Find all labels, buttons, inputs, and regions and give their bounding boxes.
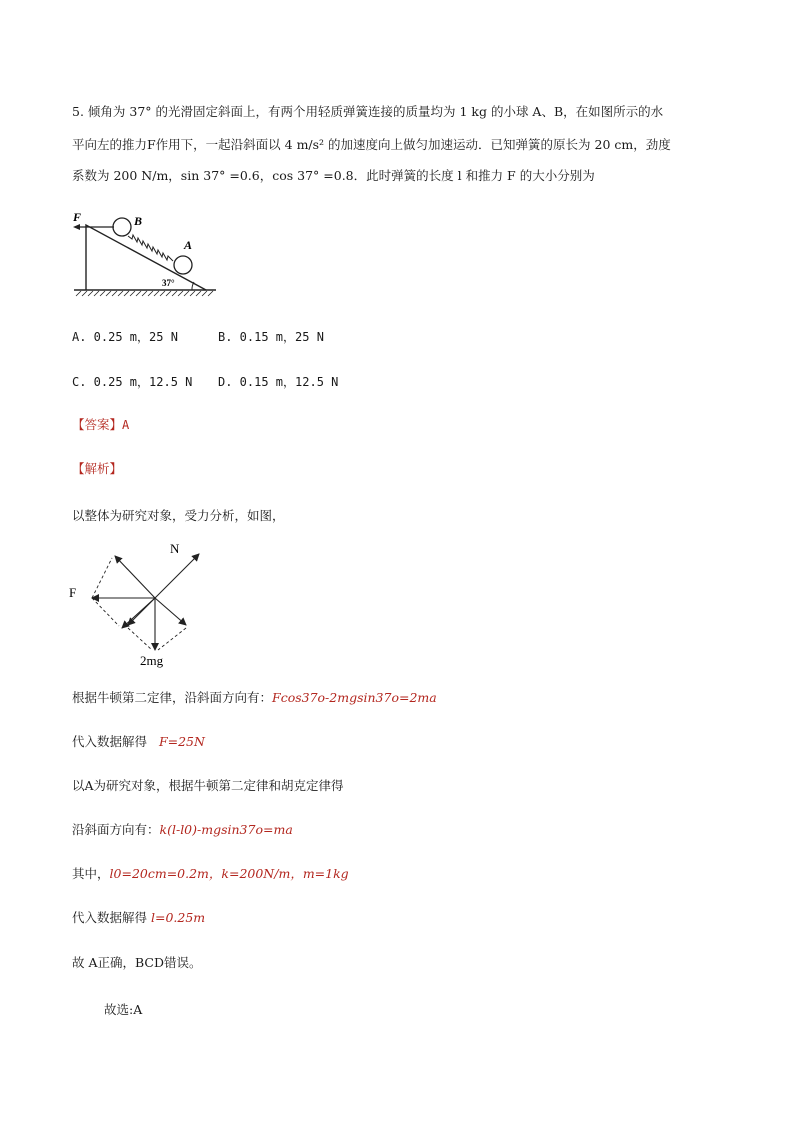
incline-figure	[70, 205, 220, 300]
question-line-2: 平向左的推力F作用下，一起沿斜面以 4 m/s² 的加速度向上做匀加速运动．已知弹簧的原长为 20 cm，劲度	[72, 137, 671, 152]
solution-5-text: 其中，	[72, 866, 110, 881]
label-B: B	[134, 214, 143, 228]
label-A: A	[184, 238, 193, 252]
solution-line-6	[72, 909, 205, 927]
solution-line-1	[72, 689, 437, 707]
solution-2-text: 代入数据解得	[72, 734, 148, 749]
solution-line-8: 故选:A	[104, 1002, 143, 1017]
solution-1-text: 根据牛顿第二定律，沿斜面方向有：	[72, 690, 273, 705]
label-2mg: 2mg	[140, 653, 164, 668]
solution-line-7: 故 A正确，BCD错误。	[72, 955, 202, 970]
solution-line-2	[72, 733, 205, 751]
analysis-intro: 以整体为研究对象，受力分析，如图，	[72, 508, 285, 523]
solution-1-eq: Fcos37o-2mgsin37o=2ma	[272, 690, 437, 705]
label-N: N	[170, 541, 180, 556]
option-a: A. 0.25 m，25 N	[72, 330, 178, 344]
question-line-3: 系数为 200 N/m，sin 37° =0.6，cos 37° =0.8．此时弹簧的长度 l 和推力 F 的大小分别为	[72, 168, 595, 183]
solution-6-text: 代入数据解得	[72, 910, 148, 925]
option-d: D. 0.15 m，12.5 N	[218, 375, 339, 389]
solution-line-3: 以A为研究对象，根据牛顿第二定律和胡克定律得	[72, 778, 344, 793]
analysis-tag: 【解析】	[72, 461, 123, 476]
option-c: C. 0.25 m，12.5 N	[72, 375, 193, 389]
option-b: B. 0.15 m，25 N	[218, 330, 324, 344]
solution-6-eq: l=0.25m	[151, 910, 206, 925]
solution-2-eq: F=25N	[158, 734, 205, 749]
question-line-1: 5. 倾角为 37° 的光滑固定斜面上，有两个用轻质弹簧连接的质量均为 1 kg 的小球 A、B，在如图所示的水	[72, 104, 664, 119]
solution-4-text: 沿斜面方向有：	[72, 822, 160, 837]
answer-tag: 【答案】	[72, 417, 123, 432]
answer-value: A	[122, 418, 130, 432]
label-F: F	[73, 210, 82, 224]
label-angle: 37°	[162, 278, 175, 288]
solution-4-eq: k(l-l0)-mgsin37o=ma	[159, 822, 293, 837]
force-diagram	[62, 538, 207, 673]
label-F2: F	[69, 585, 77, 600]
solution-line-4	[72, 821, 293, 839]
answer-line	[72, 416, 129, 434]
solution-line-5	[72, 865, 349, 883]
solution-5-eq: l0=20cm=0.2m，k=200N/m，m=1kg	[109, 866, 349, 881]
